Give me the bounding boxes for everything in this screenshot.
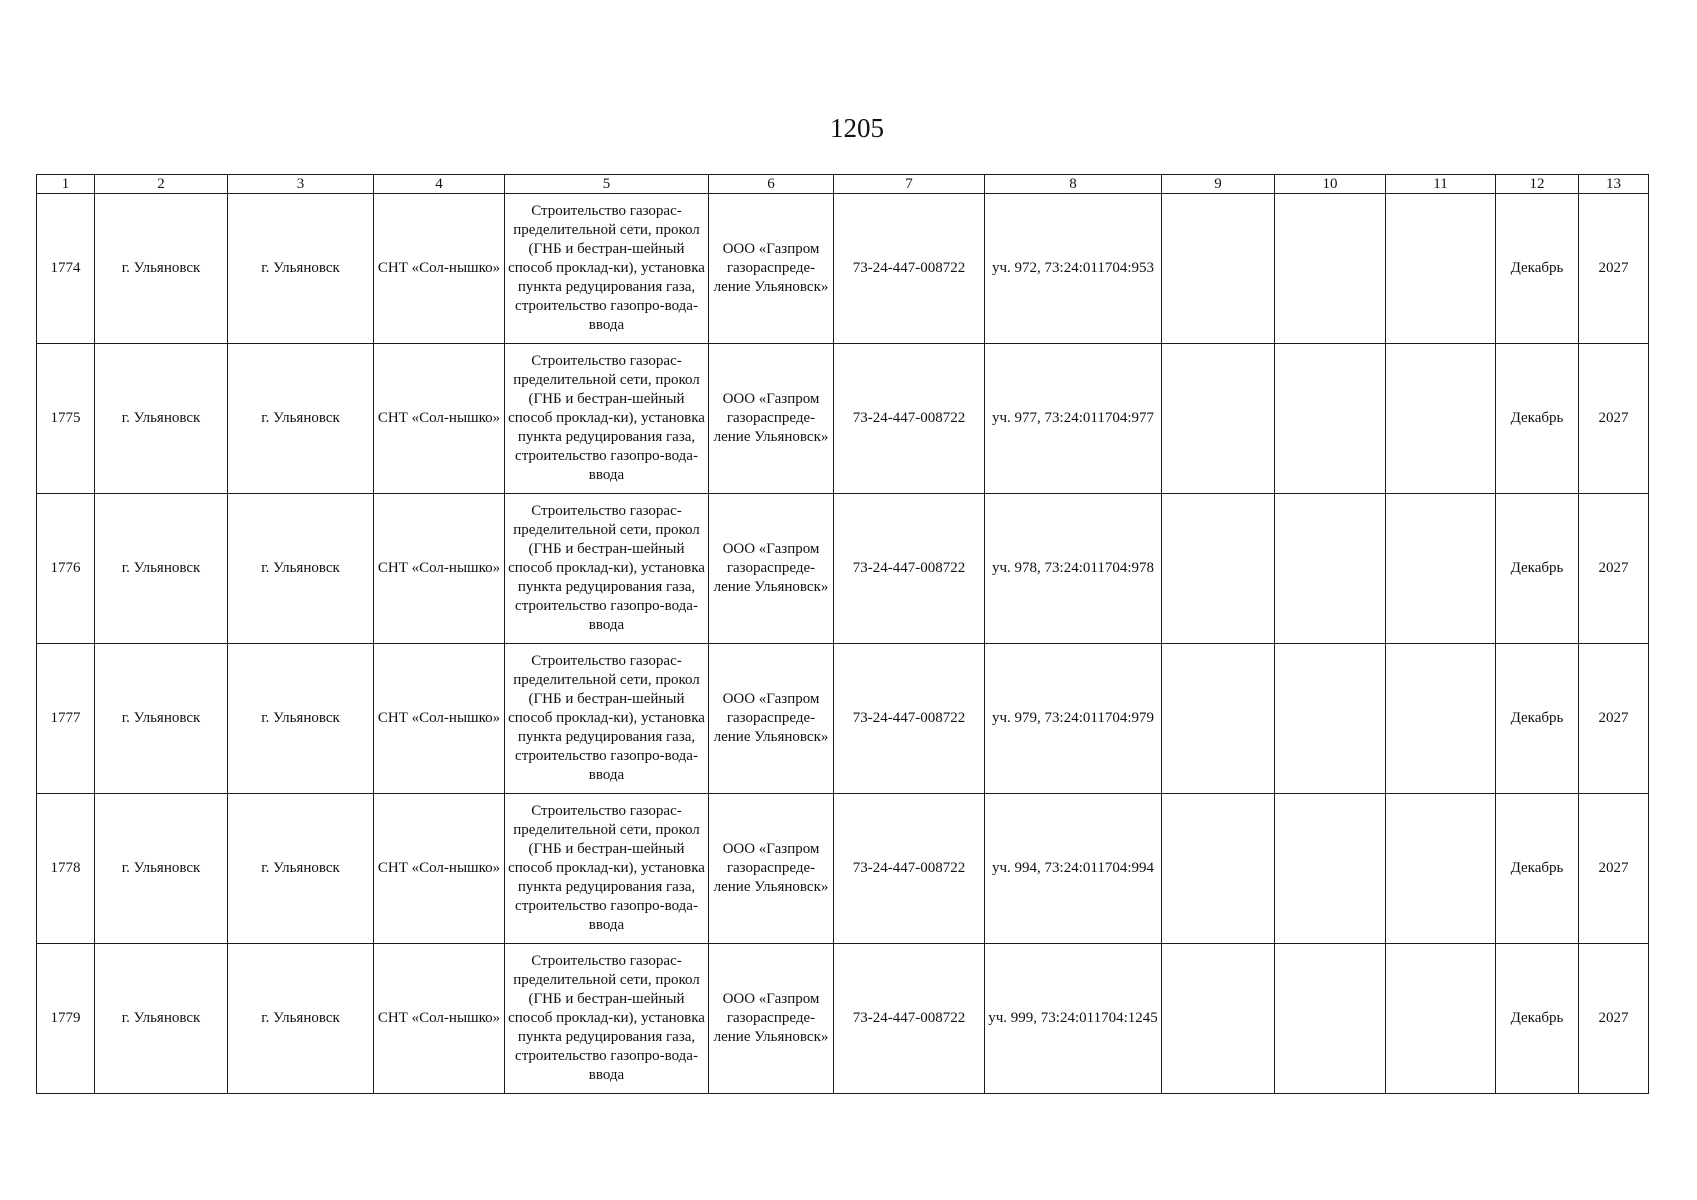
location-cell: СНТ «Сол-нышко» (374, 494, 505, 644)
organization-cell: ООО «Газпром газораспреде-ление Ульяновск» (709, 194, 834, 344)
year-cell: 2027 (1579, 344, 1649, 494)
column-header: 2 (95, 175, 228, 194)
column-header: 11 (1386, 175, 1496, 194)
column-header: 10 (1275, 175, 1386, 194)
plot-cell: уч. 979, 73:24:011704:979 (985, 644, 1162, 794)
organization-cell: ООО «Газпром газораспреде-ление Ульяновск» (709, 494, 834, 644)
code-cell: 73-24-447-008722 (834, 194, 985, 344)
municipality-cell: г. Ульяновск (95, 794, 228, 944)
year-cell: 2027 (1579, 794, 1649, 944)
month-cell: Декабрь (1496, 644, 1579, 794)
column-10-cell (1275, 194, 1386, 344)
organization-cell: ООО «Газпром газораспреде-ление Ульяновск» (709, 344, 834, 494)
column-11-cell (1386, 944, 1496, 1094)
organization-cell: ООО «Газпром газораспреде-ление Ульяновск» (709, 644, 834, 794)
plot-cell: уч. 994, 73:24:011704:994 (985, 794, 1162, 944)
code-cell: 73-24-447-008722 (834, 644, 985, 794)
column-11-cell (1386, 494, 1496, 644)
row-number: 1776 (37, 494, 95, 644)
municipality-cell: г. Ульяновск (95, 494, 228, 644)
settlement-cell: г. Ульяновск (228, 494, 374, 644)
work-description-cell: Строительство газорас-пределительной сети, прокол (ГНБ и бестран-шейный способ проклад-ки), установка пункта редуцирования газа, строительство газопро-вода-ввода (505, 794, 709, 944)
municipality-cell: г. Ульяновск (95, 644, 228, 794)
column-9-cell (1162, 644, 1275, 794)
plot-cell: уч. 977, 73:24:011704:977 (985, 344, 1162, 494)
year-cell: 2027 (1579, 494, 1649, 644)
organization-cell: ООО «Газпром газораспреде-ление Ульяновск» (709, 944, 834, 1094)
month-cell: Декабрь (1496, 344, 1579, 494)
work-description-cell: Строительство газорас-пределительной сети, прокол (ГНБ и бестран-шейный способ проклад-ки), установка пункта редуцирования газа, строительство газопро-вода-ввода (505, 644, 709, 794)
header-row (37, 175, 1649, 194)
code-cell: 73-24-447-008722 (834, 944, 985, 1094)
column-11-cell (1386, 794, 1496, 944)
row-number: 1777 (37, 644, 95, 794)
table-row (37, 944, 1649, 1094)
location-cell: СНТ «Сол-нышко» (374, 794, 505, 944)
column-10-cell (1275, 944, 1386, 1094)
municipality-cell: г. Ульяновск (95, 194, 228, 344)
row-number: 1775 (37, 344, 95, 494)
code-cell: 73-24-447-008722 (834, 494, 985, 644)
column-header: 12 (1496, 175, 1579, 194)
column-9-cell (1162, 344, 1275, 494)
settlement-cell: г. Ульяновск (228, 344, 374, 494)
table-row (37, 794, 1649, 944)
table-row (37, 344, 1649, 494)
settlement-cell: г. Ульяновск (228, 644, 374, 794)
column-10-cell (1275, 344, 1386, 494)
column-11-cell (1386, 344, 1496, 494)
column-9-cell (1162, 494, 1275, 644)
work-description-cell: Строительство газорас-пределительной сети, прокол (ГНБ и бестран-шейный способ проклад-ки), установка пункта редуцирования газа, строительство газопро-вода-ввода (505, 344, 709, 494)
column-header: 7 (834, 175, 985, 194)
work-description-cell: Строительство газорас-пределительной сети, прокол (ГНБ и бестран-шейный способ проклад-ки), установка пункта редуцирования газа, строительство газопро-вода-ввода (505, 494, 709, 644)
table-row (37, 644, 1649, 794)
column-header: 3 (228, 175, 374, 194)
plot-cell: уч. 978, 73:24:011704:978 (985, 494, 1162, 644)
column-9-cell (1162, 944, 1275, 1094)
column-header: 9 (1162, 175, 1275, 194)
work-description-cell: Строительство газорас-пределительной сети, прокол (ГНБ и бестран-шейный способ проклад-ки), установка пункта редуцирования газа, строительство газопро-вода-ввода (505, 944, 709, 1094)
column-9-cell (1162, 794, 1275, 944)
settlement-cell: г. Ульяновск (228, 794, 374, 944)
column-11-cell (1386, 644, 1496, 794)
column-10-cell (1275, 494, 1386, 644)
year-cell: 2027 (1579, 644, 1649, 794)
page-number: 1205 (830, 113, 884, 143)
column-header: 5 (505, 175, 709, 194)
code-cell: 73-24-447-008722 (834, 794, 985, 944)
column-10-cell (1275, 794, 1386, 944)
location-cell: СНТ «Сол-нышко» (374, 194, 505, 344)
municipality-cell: г. Ульяновск (95, 944, 228, 1094)
column-9-cell (1162, 194, 1275, 344)
table-row (37, 494, 1649, 644)
registry-table (36, 174, 1649, 1094)
column-header: 8 (985, 175, 1162, 194)
month-cell: Декабрь (1496, 494, 1579, 644)
organization-cell: ООО «Газпром газораспреде-ление Ульяновск» (709, 794, 834, 944)
row-number: 1778 (37, 794, 95, 944)
month-cell: Декабрь (1496, 194, 1579, 344)
year-cell: 2027 (1579, 194, 1649, 344)
code-cell: 73-24-447-008722 (834, 344, 985, 494)
month-cell: Декабрь (1496, 794, 1579, 944)
plot-cell: уч. 972, 73:24:011704:953 (985, 194, 1162, 344)
work-description-cell: Строительство газорас-пределительной сети, прокол (ГНБ и бестран-шейный способ проклад-ки), установка пункта редуцирования газа, строительство газопро-вода-ввода (505, 194, 709, 344)
column-11-cell (1386, 194, 1496, 344)
location-cell: СНТ «Сол-нышко» (374, 644, 505, 794)
settlement-cell: г. Ульяновск (228, 194, 374, 344)
year-cell: 2027 (1579, 944, 1649, 1094)
location-cell: СНТ «Сол-нышко» (374, 944, 505, 1094)
column-header: 4 (374, 175, 505, 194)
plot-cell: уч. 999, 73:24:011704:1245 (985, 944, 1162, 1094)
settlement-cell: г. Ульяновск (228, 944, 374, 1094)
column-10-cell (1275, 644, 1386, 794)
municipality-cell: г. Ульяновск (95, 344, 228, 494)
column-header: 13 (1579, 175, 1649, 194)
location-cell: СНТ «Сол-нышко» (374, 344, 505, 494)
column-header: 6 (709, 175, 834, 194)
column-header: 1 (37, 175, 95, 194)
table-row (37, 194, 1649, 344)
row-number: 1779 (37, 944, 95, 1094)
month-cell: Декабрь (1496, 944, 1579, 1094)
row-number: 1774 (37, 194, 95, 344)
